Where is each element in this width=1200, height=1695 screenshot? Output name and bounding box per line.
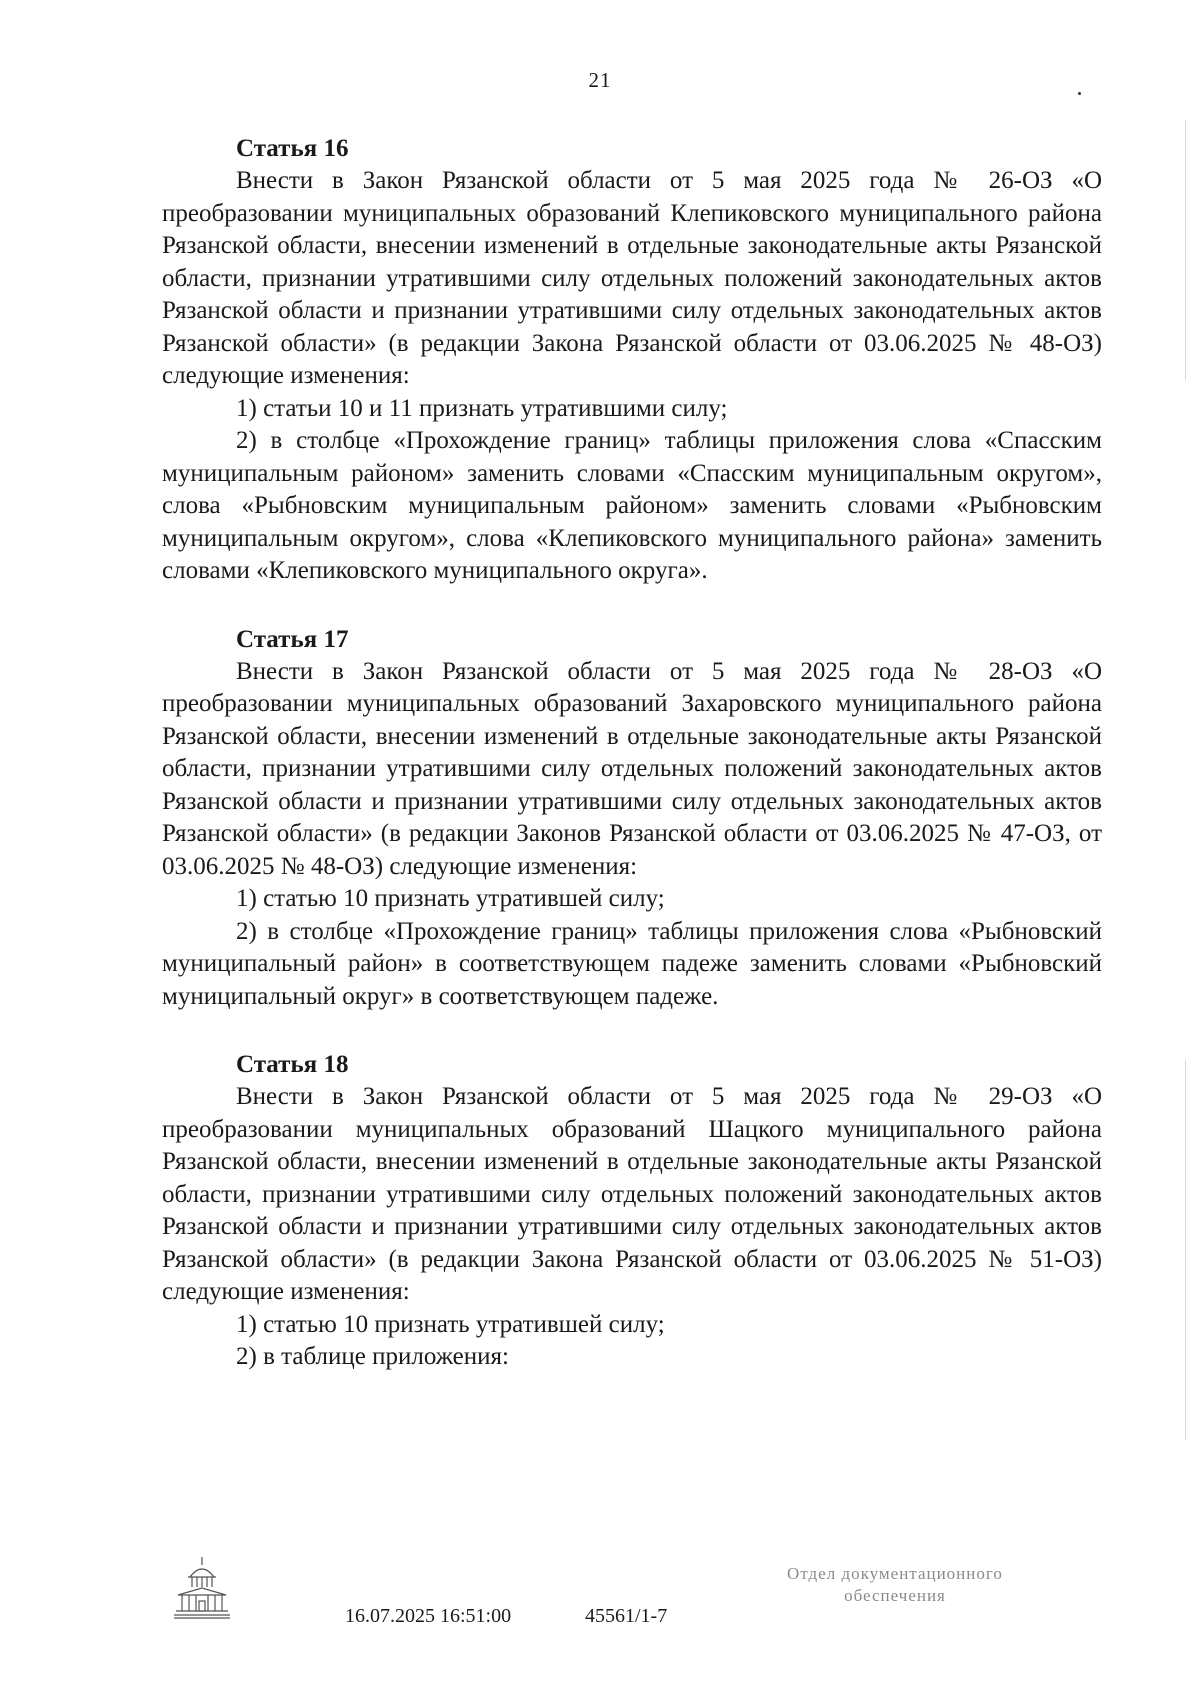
scan-edge-mark bbox=[1185, 120, 1186, 380]
article-intro: Внести в Закон Рязанской области от 5 мая 2025 года № 26-ОЗ «О преобразовании муниципальных образований Клепиковского муниципального района Рязанской области, внесении изменений в отдельные законодательные акты Рязанской области, признании утратившими силу отдельных положений законодательных актов Рязанской области и признании утратившими силу отдельных законодательных актов Рязанской области» (в редакции Закона Рязанской области от 03.06.2025 № 48-ОЗ) следующие изменения: bbox=[162, 167, 1102, 389]
parliament-building-icon bbox=[172, 1555, 232, 1621]
scan-edge-mark bbox=[1185, 1060, 1186, 1440]
footer-datetime: 16.07.2025 16:51:00 bbox=[345, 1605, 512, 1627]
article-heading: Статья 18 bbox=[236, 1051, 349, 1078]
document-body bbox=[162, 133, 1102, 1410]
article-item: 2) в столбце «Прохождение границ» таблицы приложения слова «Рыбновский муниципальный район» в соответствующем падеже заменить словами «Рыбновский муниципальный округ» в соответствующем падеже. bbox=[162, 917, 1102, 1010]
article-item: 1) статью 10 признать утратившей силу; bbox=[236, 885, 665, 912]
article-item: 1) статьи 10 и 11 признать утратившими силу; bbox=[236, 394, 728, 422]
page-number: 21 bbox=[588, 68, 612, 92]
article-heading: Статья 17 bbox=[236, 625, 349, 653]
scan-dot bbox=[1078, 92, 1081, 95]
article-17 bbox=[162, 624, 1102, 1014]
article-16 bbox=[162, 133, 1102, 588]
article-item: 2) в таблице приложения: bbox=[236, 1343, 509, 1370]
footer-doc-code: 45561/1-7 bbox=[585, 1605, 668, 1627]
department-stamp bbox=[735, 1563, 1055, 1607]
article-item: 2) в столбце «Прохождение границ» таблицы приложения слова «Спасским муниципальным районом» заменить словами «Спасским муниципальным округом», слова «Рыбновским муниципальным районом» заменить словами «Рыбновским муниципальным округом», слова «Клепиковского муниципального района» заменить словами «Клепиковского муниципального округа». bbox=[162, 427, 1102, 584]
article-intro: Внести в Закон Рязанской области от 5 мая 2025 года № 28-ОЗ «О преобразовании муниципальных образований Захаровского муниципального района Рязанской области, внесении изменений в отдельные законодательные акты Рязанской области, признании утратившими силу отдельных положений законодательных актов Рязанской области и признании утратившими силу отдельных законодательных актов Рязанской области» (в редакции Законов Рязанской области от 03.06.2025 № 47-ОЗ, от 03.06.2025 № 48-ОЗ) следующие изменения: bbox=[162, 657, 1102, 880]
page-footer bbox=[0, 1555, 1200, 1675]
stamp-line: Отдел документационного bbox=[787, 1564, 1003, 1583]
article-intro: Внести в Закон Рязанской области от 5 мая 2025 года № 29-ОЗ «О преобразовании муниципальных образований Шацкого муниципального района Рязанской области, внесении изменений в отдельные законодательные акты Рязанской области, признании утратившими силу отдельных положений законодательных актов Рязанской области и признании утратившими силу отдельных законодательных актов Рязанской области» (в редакции Закона Рязанской области от 03.06.2025 № 51-ОЗ) следующие изменения: bbox=[162, 1083, 1102, 1305]
article-18 bbox=[162, 1049, 1102, 1374]
stamp-line: обеспечения bbox=[844, 1586, 946, 1605]
article-heading: Статья 16 bbox=[236, 135, 349, 162]
article-item: 1) статью 10 признать утратившей силу; bbox=[236, 1310, 665, 1338]
